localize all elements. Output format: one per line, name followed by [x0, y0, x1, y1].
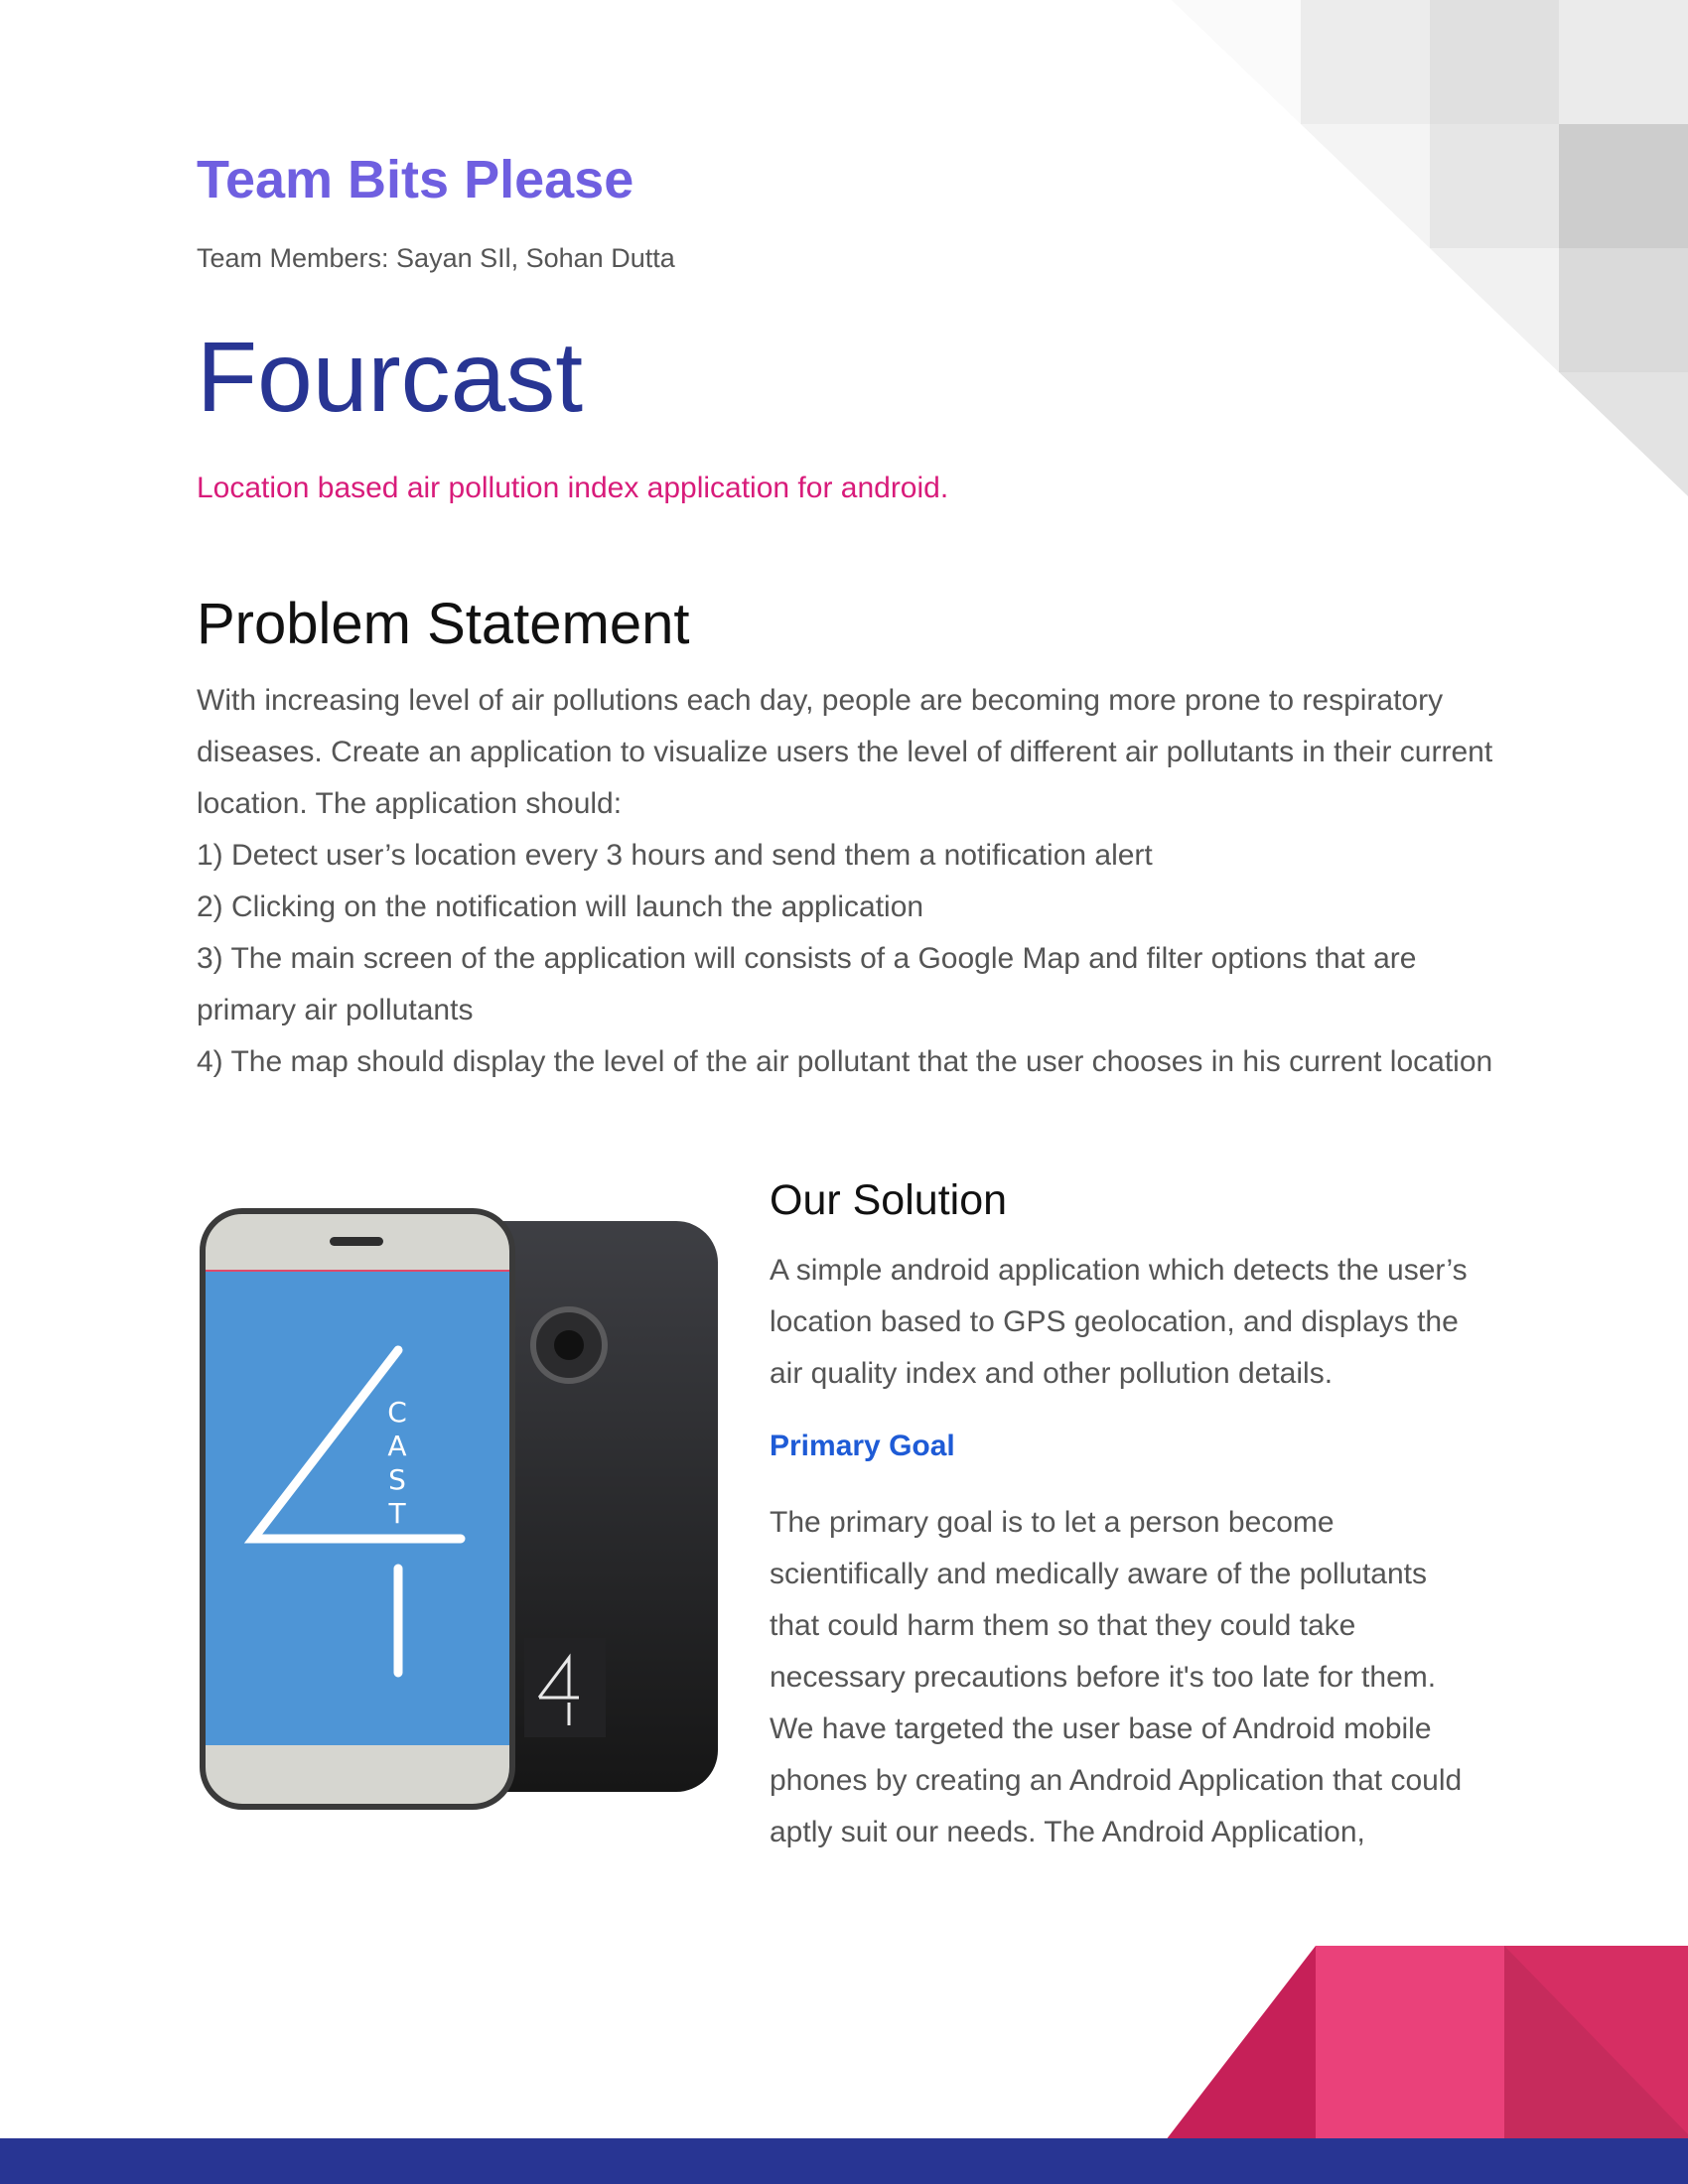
- primary-goal-body: The primary goal is to let a person become scientifically and medically aware of the pollutants that could harm them so that they could take necessary precautions before it's too late for them. We have targeted the user base of Android mobile phones by creating an Android Application that could aptly suit our needs. The Android Application,: [770, 1506, 1463, 1848]
- problem-heading: Problem Statement: [197, 592, 690, 656]
- app-title: Fourcast: [197, 322, 584, 433]
- problem-item-3: 3) The main screen of the application will consists of a Google Map and filter options that are primary air pollutants: [197, 942, 1417, 1026]
- phone-illustration: [197, 1201, 723, 1817]
- screen-letter-c: C: [387, 1396, 407, 1429]
- solution-body: A simple android application which detects the user’s location based to GPS geolocation, and displays the air quality index and other pollution details.: [770, 1254, 1468, 1390]
- app-tagline: Location based air pollution index application for android.: [197, 472, 949, 504]
- problem-intro: With increasing level of air pollutions each day, people are becoming more prone to respiratory diseases. Create an application to visualize users the level of different air pollutants in their current location. The application should:: [197, 684, 1493, 820]
- solution-section: [770, 1176, 1484, 1858]
- footer-bar: [0, 2138, 1688, 2184]
- screen-letter-s: S: [388, 1463, 406, 1496]
- team-title: Team Bits Please: [197, 150, 634, 209]
- primary-goal-heading: Primary Goal: [770, 1430, 955, 1462]
- team-members: Team Members: Sayan SIl, Sohan Dutta: [197, 243, 675, 273]
- phone-front: [203, 1211, 512, 1807]
- problem-item-4: 4) The map should display the level of the air pollutant that the user chooses in his current location: [197, 1045, 1493, 1078]
- problem-item-1: 1) Detect user’s location every 3 hours and send them a notification alert: [197, 839, 1153, 872]
- problem-item-2: 2) Clicking on the notification will launch the application: [197, 890, 924, 923]
- top-decoration: [1172, 0, 1688, 496]
- problem-body: [197, 675, 1517, 1088]
- screen-letter-a: A: [387, 1430, 407, 1462]
- screen-letter-t: T: [388, 1497, 406, 1530]
- solution-heading: Our Solution: [770, 1176, 1008, 1224]
